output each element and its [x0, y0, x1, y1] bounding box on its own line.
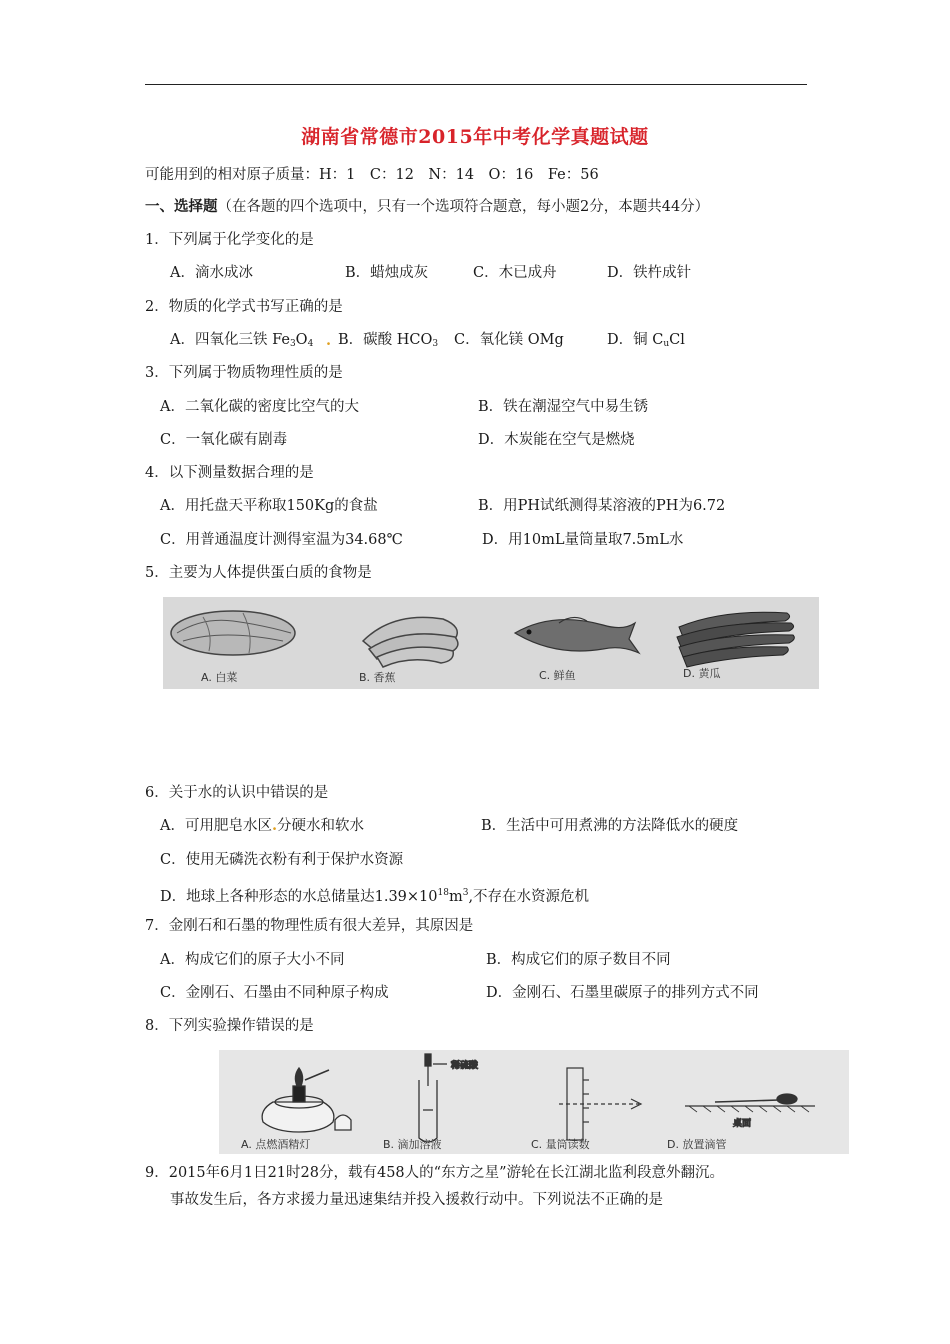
section-heading: 一、选择题 — [145, 198, 218, 215]
q2-b-text: B．碳酸 HCO — [338, 332, 433, 348]
q8-label-table: 桌面 — [733, 1119, 752, 1129]
q2-a-text: A．四氧化三铁 Fe — [170, 332, 290, 348]
q5-label-c: C. 鲜鱼 — [539, 669, 576, 682]
banana-icon — [363, 617, 458, 667]
q6-option-c: C．使用无磷洗衣粉有利于保护水资源 — [160, 852, 404, 868]
stray-dot-2: . — [271, 817, 278, 834]
q6-stem: 6．关于水的认识中错误的是 — [145, 785, 329, 801]
q6-option-a — [160, 816, 364, 836]
q5-label-a: A. 白菜 — [201, 671, 238, 684]
q2-d-post: Cl — [669, 332, 685, 348]
q6-d-pre: D．地球上各种形态的水总储量达1.39×10 — [160, 889, 438, 905]
q8-label-a: A. 点燃酒精灯 — [241, 1138, 311, 1151]
q7-stem: 7．金刚石和石墨的物理性质有很大差异，其原因是 — [145, 918, 474, 934]
q2-a-sub1: 3 — [289, 339, 296, 349]
q4-option-a: A．用托盘天平称取150Kg的食盐 — [160, 498, 378, 514]
graduated-cylinder-icon — [559, 1068, 641, 1140]
alcohol-lamp-icon — [262, 1068, 351, 1132]
section-note: （在各题的四个选项中，只有一个选项符合题意，每小题2分，本题共44分） — [217, 199, 710, 215]
q6-d-mid: m — [448, 889, 463, 905]
q8-label-d: D. 放置滴管 — [667, 1138, 727, 1151]
section-heading-line — [145, 197, 709, 217]
q3-option-c: C．一氧化碳有剧毒 — [160, 432, 288, 448]
q1-option-a: A．滴水成冰 — [170, 265, 253, 281]
q2-option-d — [607, 330, 685, 354]
q9-line1: 9．2015年6月1日21时28分，载有458人的“东方之星”游轮在长江湖北监利段意外翻沉。 — [145, 1165, 724, 1181]
q7-option-c: C．金刚石、石墨由不同种原子构成 — [160, 985, 389, 1001]
q2-d-text: D．铜 C — [607, 332, 664, 348]
q2-b-sub: 3 — [432, 339, 439, 349]
q3-option-d: D．木炭能在空气是燃烧 — [478, 432, 635, 448]
q2-d-sub: u — [663, 339, 670, 349]
fish-icon — [515, 617, 639, 653]
q6-d-sup2: 3 — [462, 888, 469, 898]
q6-d-sup1: 18 — [437, 888, 449, 898]
q8-label-c: C. 量筒读数 — [531, 1138, 590, 1151]
q8-lab-figure — [219, 1050, 849, 1154]
q2-option-b — [338, 330, 438, 354]
q2-option-c: C．氧化镁 OMg — [454, 332, 564, 348]
q6-d-post: ,不存在水资源危机 — [468, 889, 590, 905]
q5-food-figure — [163, 597, 819, 689]
header-rule — [145, 84, 807, 85]
q1-option-b: B．蜡烛成灰 — [345, 265, 429, 281]
q8-stem: 8．下列实验操作错误的是 — [145, 1018, 314, 1034]
q5-label-d: D. 黄瓜 — [683, 667, 721, 680]
q2-a-sub2: 4 — [307, 339, 314, 349]
q2-option-a — [170, 330, 313, 354]
q6-option-b: B．生活中可用煮沸的方法降低水的硬度 — [481, 818, 739, 834]
q3-option-a: A．二氧化碳的密度比空气的大 — [160, 399, 359, 415]
q3-stem: 3．下列属于物质物理性质的是 — [145, 365, 343, 381]
q6-option-d — [160, 883, 589, 907]
q4-option-c: C．用普通温度计测得室温为34.68℃ — [160, 532, 403, 548]
q8-lab-illustration — [219, 1050, 849, 1154]
test-tube-icon — [419, 1054, 479, 1142]
q9-line2: 事故发生后，各方求援力量迅速集结并投入援救行动中。下列说法不正确的是 — [170, 1192, 663, 1208]
q7-option-b: B．构成它们的原子数目不同 — [486, 952, 671, 968]
q6-a-post: 分硬水和软水 — [277, 818, 365, 834]
q8-label-b: B. 滴加溶液 — [383, 1138, 442, 1151]
q5-food-illustration — [163, 597, 819, 689]
q1-option-c: C．木已成舟 — [473, 265, 557, 281]
q2-a-mid: O — [295, 332, 308, 348]
q1-option-d: D．铁杵成针 — [607, 265, 692, 281]
dropper-on-table-icon — [685, 1094, 815, 1129]
q4-option-b: B．用PH试纸测得某溶液的PH为6.72 — [478, 498, 726, 514]
atomic-mass-line: 可能用到的相对原子质量：H：1 C：12 N：14 O：16 Fe：56 — [145, 167, 599, 183]
page-title: 湖南省常德市2015年中考化学真题试题 — [301, 126, 649, 148]
q6-a-pre: A．可用肥皂水区 — [160, 818, 272, 834]
cabbage-icon — [171, 611, 295, 655]
q2-stem: 2．物质的化学式书写正确的是 — [145, 299, 343, 315]
cucumber-icon — [677, 612, 794, 667]
q7-option-d: D．金刚石、石墨里碳原子的排列方式不同 — [486, 985, 759, 1001]
q7-option-a: A．构成它们的原子大小不同 — [160, 952, 345, 968]
q3-option-b: B．铁在潮湿空气中易生锈 — [478, 399, 649, 415]
q5-stem: 5．主要为人体提供蛋白质的食物是 — [145, 565, 372, 581]
q4-stem: 4．以下测量数据合理的是 — [145, 465, 314, 481]
stray-dot: . — [326, 332, 332, 349]
q1-stem: 1．下列属于化学变化的是 — [145, 232, 314, 248]
q5-label-b: B. 香蕉 — [359, 671, 396, 684]
q8-label-acid: 稀硫酸 — [451, 1061, 479, 1071]
q4-option-d: D．用10mL量筒量取7.5mL水 — [482, 532, 684, 548]
